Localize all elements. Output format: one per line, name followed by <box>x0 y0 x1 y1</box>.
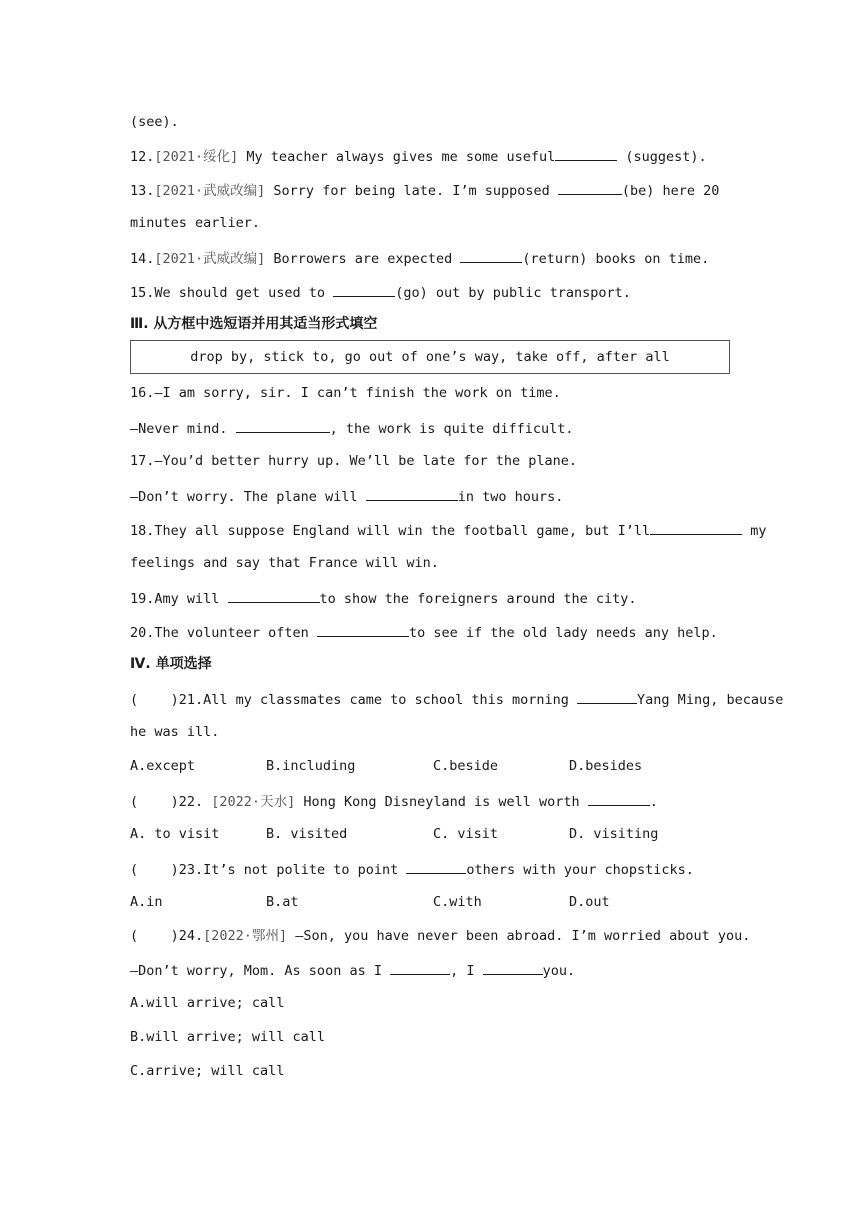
option-a[interactable]: A. to visit <box>130 826 220 842</box>
answer-blank[interactable] <box>588 791 650 806</box>
answer-blank[interactable] <box>406 859 466 874</box>
option-d[interactable]: D.out <box>569 894 610 910</box>
question-24-reply: —Don’t worry, Mom. As soon as I , I you. <box>130 960 575 980</box>
option-c[interactable]: C.arrive; will call <box>130 1063 285 1079</box>
question-19: 19.Amy will to show the foreigners around the city. <box>130 588 637 608</box>
answer-blank[interactable] <box>333 282 395 297</box>
option-b[interactable]: B.will arrive; will call <box>130 1029 326 1045</box>
option-b[interactable]: B.including <box>266 758 356 774</box>
answer-blank[interactable] <box>555 146 617 161</box>
answer-blank[interactable] <box>577 689 637 704</box>
question-16: 16.—I am sorry, sir. I can’t finish the work on time. <box>130 385 561 401</box>
source-tag: [2021·绥化] <box>154 149 239 165</box>
question-21-line2: he was ill. <box>130 724 220 740</box>
question-17-reply: —Don’t worry. The plane will in two hours. <box>130 486 563 506</box>
source-tag: [2022·鄂州] <box>203 928 288 944</box>
option-c[interactable]: C. visit <box>433 826 499 842</box>
question-18: 18.They all suppose England will win the football game, but I’ll my <box>130 520 730 540</box>
option-a[interactable]: A.in <box>130 894 163 910</box>
question-13-line2: minutes earlier. <box>130 215 261 231</box>
question-12: 12.[2021·绥化] My teacher always gives me some useful (suggest). <box>130 146 707 166</box>
question-17: 17.—You’d better hurry up. We’ll be late for the plane. <box>130 453 578 469</box>
option-a[interactable]: A.except <box>130 758 196 774</box>
question-13: 13.[2021·武威改编] Sorry for being late. I’m supposed (be) here 20 <box>130 180 730 200</box>
question-22: ( )22. [2022·天水] Hong Kong Disneyland is well worth . <box>130 791 658 811</box>
question-23: ( )23.It’s not polite to point others with your chopsticks. <box>130 859 694 879</box>
answer-blank[interactable] <box>317 622 409 637</box>
question-21: ( )21.All my classmates came to school this morning Yang Ming, because <box>130 689 730 709</box>
section-4-heading: Ⅳ. 单项选择 <box>130 656 212 672</box>
answer-blank[interactable] <box>483 960 543 975</box>
section-3-heading: Ⅲ. 从方框中选短语并用其适当形式填空 <box>130 316 378 332</box>
question-16-reply: —Never mind. , the work is quite difficult. <box>130 418 574 438</box>
option-c[interactable]: C.beside <box>433 758 499 774</box>
phrase-box <box>130 340 730 374</box>
option-c[interactable]: C.with <box>433 894 482 910</box>
source-tag: [2021·武威改编] <box>154 251 266 267</box>
question-24: ( )24.[2022·鄂州] —Son, you have never been abroad. I’m worried about you. <box>130 928 751 944</box>
option-b[interactable]: B. visited <box>266 826 348 842</box>
option-a[interactable]: A.will arrive; call <box>130 995 285 1011</box>
q11-continuation: (see). <box>130 114 179 130</box>
question-14: 14.[2021·武威改编] Borrowers are expected (return) books on time. <box>130 248 709 268</box>
answer-blank[interactable] <box>228 588 320 603</box>
question-20: 20.The volunteer often to see if the old lady needs any help. <box>130 622 718 642</box>
answer-paren[interactable]: ( ) <box>130 794 179 810</box>
source-tag: [2022·天水] <box>211 794 296 810</box>
question-18-line2: feelings and say that France will win. <box>130 555 439 571</box>
answer-blank[interactable] <box>650 520 742 535</box>
answer-blank[interactable] <box>236 418 330 433</box>
answer-paren[interactable]: ( ) <box>130 862 179 878</box>
answer-paren[interactable]: ( ) <box>130 692 179 708</box>
option-d[interactable]: D. visiting <box>569 826 659 842</box>
answer-paren[interactable]: ( ) <box>130 928 179 944</box>
option-d[interactable]: D.besides <box>569 758 643 774</box>
answer-blank[interactable] <box>460 248 522 263</box>
answer-blank[interactable] <box>390 960 450 975</box>
answer-blank[interactable] <box>558 180 622 195</box>
phrase-list: drop by, stick to, go out of one’s way, take off, after all <box>190 349 670 365</box>
source-tag: [2021·武威改编] <box>154 183 266 199</box>
question-15: 15.We should get used to (go) out by public transport. <box>130 282 631 302</box>
option-b[interactable]: B.at <box>266 894 299 910</box>
answer-blank[interactable] <box>366 486 458 501</box>
